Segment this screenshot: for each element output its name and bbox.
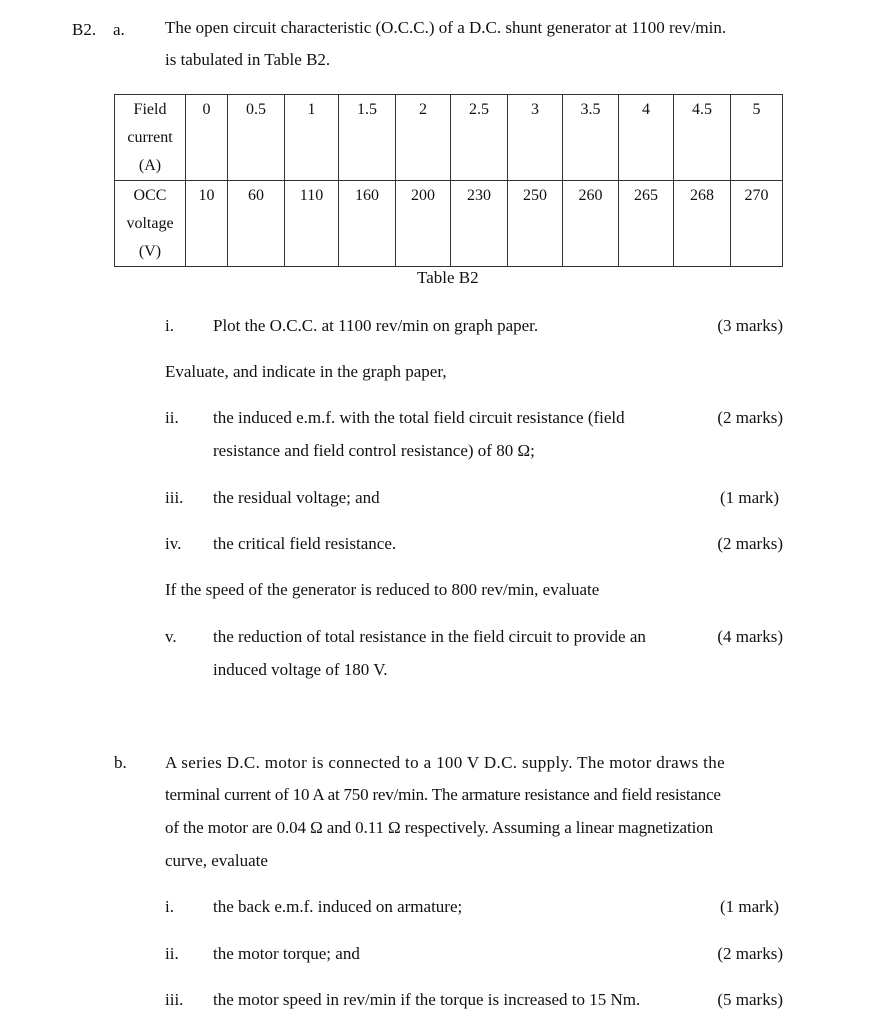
table-cell: 230 <box>451 181 508 267</box>
speed-reduction-instruction: If the speed of the generator is reduced to 800 rev/min, evaluate <box>165 580 600 599</box>
field-current-header <box>115 95 186 181</box>
header-line: (V) <box>138 243 162 260</box>
table-cell: 4 <box>619 95 674 181</box>
item-a-v-line-2: induced voltage of 180 V. <box>213 660 388 679</box>
item-a-i-marks: (3 marks) <box>717 316 783 335</box>
item-a-iv-number: iv. <box>165 534 182 553</box>
table-cell: 3 <box>508 95 563 181</box>
item-b-i-text: the back e.m.f. induced on armature; <box>213 897 463 916</box>
table-cell: 2.5 <box>451 95 508 181</box>
table-cell: 270 <box>731 181 783 267</box>
item-b-i-number: i. <box>165 897 174 916</box>
table-cell: 250 <box>508 181 563 267</box>
table-cell: 0 <box>186 95 228 181</box>
table-cell: 260 <box>563 181 619 267</box>
item-a-v-marks: (4 marks) <box>717 627 783 646</box>
item-a-v-line-1: the reduction of total resistance in the field circuit to provide an <box>213 627 646 646</box>
item-a-iii-text: the residual voltage; and <box>213 488 380 507</box>
header-line: (A) <box>138 157 162 174</box>
table-cell: 110 <box>285 181 339 267</box>
item-b-iii-text: the motor speed in rev/min if the torque is increased to 15 Nm. <box>213 990 641 1009</box>
item-b-i-marks: (1 mark) <box>719 897 779 916</box>
table-cell: 160 <box>339 181 396 267</box>
table-cell: 0.5 <box>228 95 285 181</box>
occ-table <box>114 94 783 267</box>
table-cell: 1.5 <box>339 95 396 181</box>
table-cell: 10 <box>186 181 228 267</box>
occ-voltage-header <box>115 181 186 267</box>
header-line: voltage <box>126 215 174 232</box>
item-a-i-text: Plot the O.C.C. at 1100 rev/min on graph paper. <box>213 316 539 335</box>
occ-voltage-row <box>115 181 783 267</box>
item-a-iii-number: iii. <box>165 488 184 507</box>
table-cell: 265 <box>619 181 674 267</box>
table-cell: 60 <box>228 181 285 267</box>
item-a-ii-number: ii. <box>165 408 179 427</box>
field-current-row <box>115 95 783 181</box>
item-b-ii-marks: (2 marks) <box>717 944 783 963</box>
part-a-label: a. <box>113 20 125 39</box>
item-a-iv-text: the critical field resistance. <box>213 534 397 553</box>
table-cell: 268 <box>674 181 731 267</box>
evaluate-instruction: Evaluate, and indicate in the graph paper, <box>165 362 447 381</box>
item-b-ii-text: the motor torque; and <box>213 944 360 963</box>
part-b-line-4: curve, evaluate <box>165 851 268 870</box>
item-a-iii-marks: (1 mark) <box>719 488 779 507</box>
intro-line-1: The open circuit characteristic (O.C.C.) of a D.C. shunt generator at 1100 rev/min. <box>165 18 727 37</box>
table-cell: 200 <box>396 181 451 267</box>
question-number: B2. <box>72 20 97 39</box>
item-a-v-number: v. <box>165 627 177 646</box>
intro-line-2: is tabulated in Table B2. <box>165 50 331 69</box>
header-line: OCC <box>133 187 167 204</box>
item-a-i-number: i. <box>165 316 174 335</box>
header-line: current <box>127 129 173 146</box>
part-b-line-3: of the motor are 0.04 Ω and 0.11 Ω respectively. Assuming a linear magnetization <box>165 818 714 837</box>
item-a-ii-line-1: the induced e.m.f. with the total field circuit resistance (field <box>213 408 625 427</box>
item-a-ii-marks: (2 marks) <box>717 408 783 427</box>
table-cell: 3.5 <box>563 95 619 181</box>
item-b-ii-number: ii. <box>165 944 179 963</box>
item-b-iii-marks: (5 marks) <box>717 990 783 1009</box>
table-caption: Table B2 <box>417 268 479 287</box>
part-b-label: b. <box>114 753 127 772</box>
table-cell: 2 <box>396 95 451 181</box>
item-b-iii-number: iii. <box>165 990 184 1009</box>
part-b-line-1: A series D.C. motor is connected to a 100 V D.C. supply. The motor draws the <box>165 753 725 772</box>
item-a-iv-marks: (2 marks) <box>717 534 783 553</box>
item-a-ii-line-2: resistance and field control resistance) of 80 Ω; <box>213 441 535 460</box>
table-cell: 4.5 <box>674 95 731 181</box>
part-b-line-2: terminal current of 10 A at 750 rev/min. The armature resistance and field resistance <box>165 785 721 804</box>
table-cell: 5 <box>731 95 783 181</box>
table-cell: 1 <box>285 95 339 181</box>
header-line: Field <box>133 101 167 118</box>
